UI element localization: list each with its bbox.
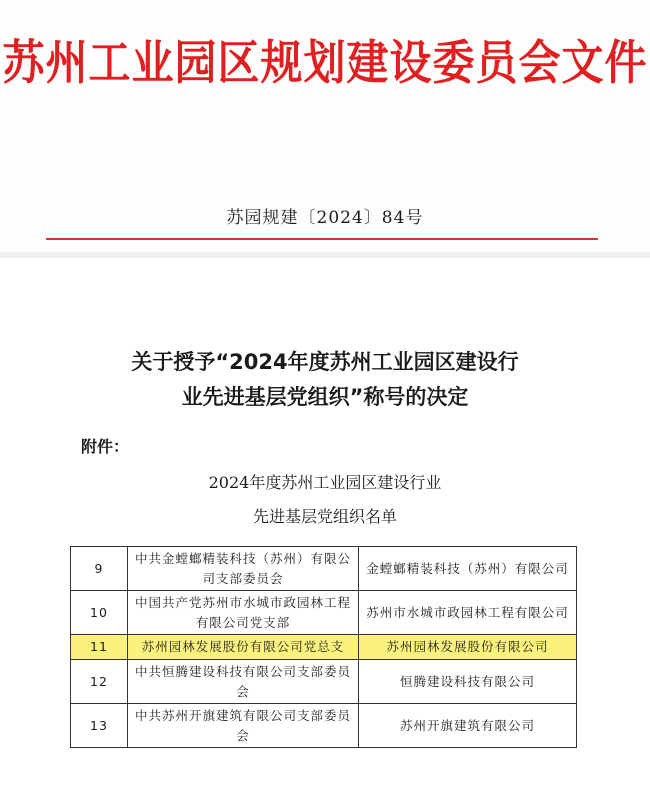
attachment-label: 附件：: [81, 437, 130, 456]
row-number: 12: [71, 660, 128, 704]
table-row: [71, 591, 577, 635]
table-row-highlighted: [71, 635, 577, 660]
red-divider-line: [46, 238, 598, 240]
company-name: 苏州开旗建筑有限公司: [359, 704, 577, 748]
row-number: 9: [71, 547, 128, 591]
list-title-line-2: 先进基层党组织名单: [252, 507, 397, 526]
party-organization-name: 苏州园林发展股份有限公司党总支: [128, 635, 359, 660]
letterhead-title: 苏州工业园区规划建设委员会文件: [2, 35, 648, 91]
table-row: [71, 547, 577, 591]
table-row: [71, 660, 577, 704]
letterhead-page: [0, 0, 650, 252]
document-number: 苏园规建〔2024〕84号: [226, 208, 424, 228]
decision-title-line-1: 关于授予“2024年度苏州工业园区建设行: [131, 350, 519, 374]
company-name: 金螳螂精装科技（苏州）有限公司: [359, 547, 577, 591]
row-number: 10: [71, 591, 128, 635]
company-name: 苏州园林发展股份有限公司: [359, 635, 577, 660]
list-title-line-1: 2024年度苏州工业园区建设行业: [208, 473, 442, 492]
row-number: 11: [71, 635, 128, 660]
company-name: 恒腾建设科技有限公司: [359, 660, 577, 704]
row-number: 13: [71, 704, 128, 748]
company-name: 苏州市水城市政园林工程有限公司: [359, 591, 577, 635]
party-organization-name: 中国共产党苏州市水城市政园林工程有限公司党支部: [128, 591, 359, 635]
table-row: [71, 704, 577, 748]
party-organization-name: 中共苏州开旗建筑有限公司支部委员会: [128, 704, 359, 748]
party-organization-name: 中共恒腾建设科技有限公司支部委员会: [128, 660, 359, 704]
party-organization-name: 中共金螳螂精装科技（苏州）有限公司支部委员会: [128, 547, 359, 591]
decision-title-line-2: 业先进基层党组织”称号的决定: [181, 385, 469, 409]
honor-list-table: [70, 546, 577, 748]
page-separator: [0, 252, 650, 258]
